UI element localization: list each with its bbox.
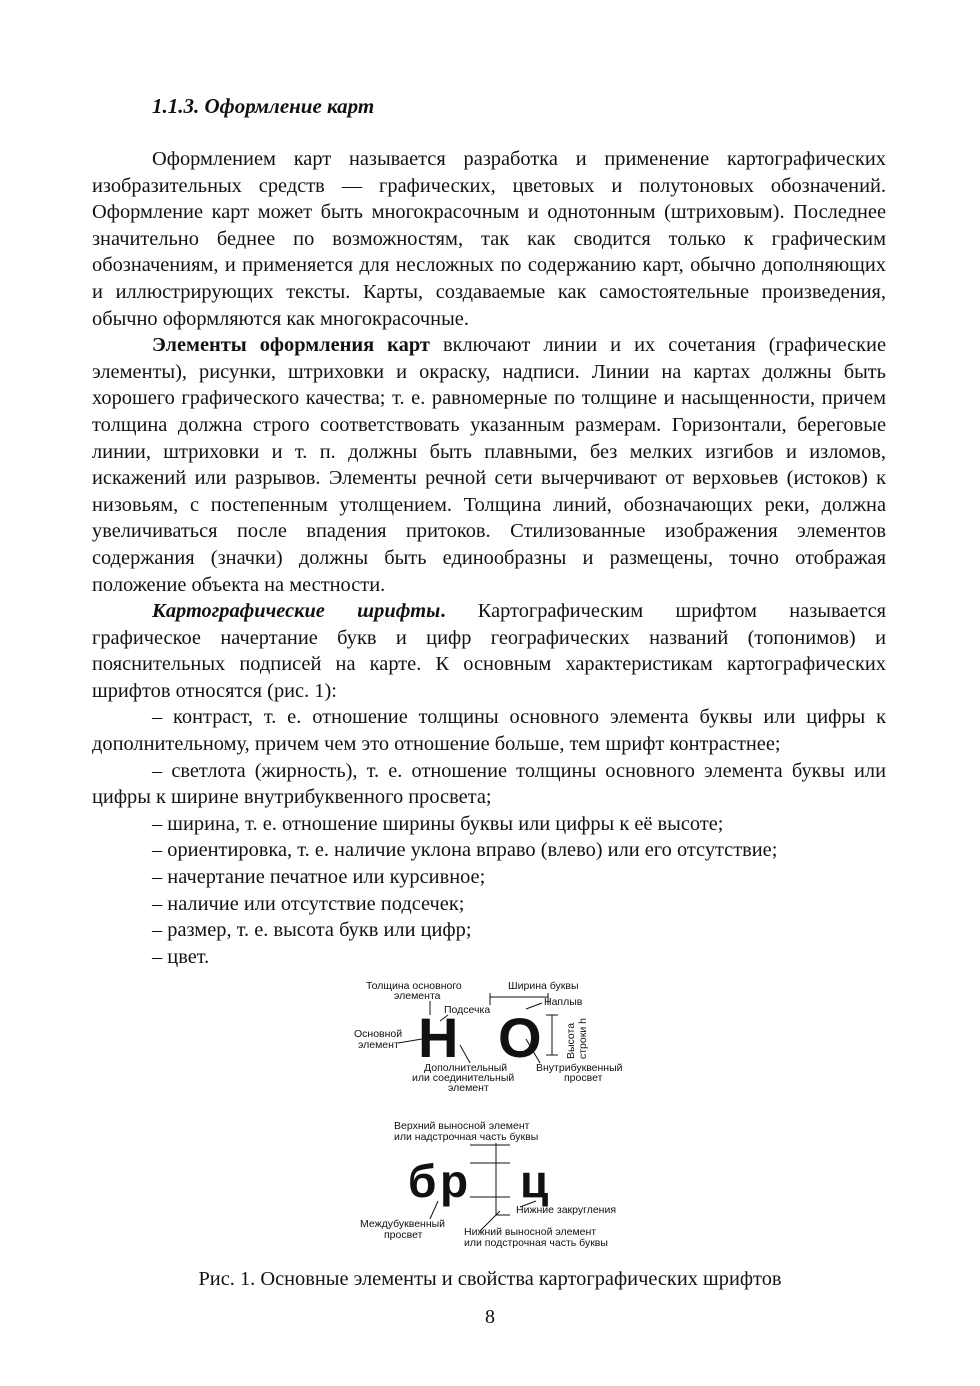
- list-item-size: – размер, т. е. высота букв или цифр;: [152, 919, 472, 942]
- label-additional-3: элемент: [448, 1082, 489, 1094]
- letter-n: Н: [418, 1006, 459, 1069]
- section-heading: 1.1.3. Оформление карт: [152, 94, 375, 118]
- label-ascender-1: Верхний выносной элемент: [394, 1120, 530, 1132]
- paragraph-map-fonts: [92, 598, 886, 704]
- list-item-lightness: – светлота (жирность), т. е. отношение толщины основного элемента буквы или цифры к ширине внутрибуквенного просвета;: [92, 759, 886, 809]
- letter-o: О: [498, 1006, 542, 1069]
- paragraph-map-fonts-text: Картографическим шрифтом называется графическое начертание букв и цифр географических названий (топонимов) и пояснительных подписей на карте. К основным характеристикам картографических шрифтов относятся (рис. 1):: [92, 600, 886, 702]
- term-design-elements: Элементы оформления карт: [152, 334, 430, 357]
- label-thickness-2: элемента: [394, 990, 441, 1002]
- paragraph-design-elements-text: включают линии и их сочетания (графические элементы), рисунки, штриховки и окраску, надписи. Линии на картах должны быть хорошего графического качества; т. е. равномерные по толщине и насыщенности, причем толщина должна строго соответствовать указанным размерам. Горизонтали, береговые линии, штриховки и т. п. должны быть плавными, без мелких изгибов и изломов, искажений или разрывов. Элементы речной сети вычерчивают от верховьев (истоков) к низовьям, с постепенным утолщением. Толщина линий, обозначающих реки, должна увеличиваться после впадения притоков. Стилизованные изображения элементов содержания (значки) должны быть единообразны и размещены, точно отображая положение объекта на местности.: [92, 334, 886, 596]
- letter-r: р: [440, 1155, 469, 1207]
- label-additional-2: или соединительный: [412, 1072, 515, 1084]
- label-height-1: Высота: [565, 1022, 577, 1059]
- font-elements-figure: [340, 975, 640, 1255]
- label-main-2: элемент: [358, 1039, 399, 1051]
- label-main-1: Основной: [354, 1028, 403, 1040]
- label-width: Ширина буквы: [508, 980, 579, 992]
- paragraph-map-design: Оформлением карт называется разработка и применение картографических изобразительных средств — графических, цветовых и полутоновых обозначений. Оформление карт может быть многокрасочным и однотонным (штриховым). Последнее значительно беднее по возможностям, так как сводится только к графическим обозначениям, и применяется для несложных по содержанию карт, обычно дополняющих и иллюстрирующих тексты. Карты, создаваемые как самостоятельные произведения, обычно оформляются как многокрасочные.: [92, 148, 886, 330]
- list-item-width: – ширина, т. е. отношение ширины буквы или цифры к её высоте;: [152, 812, 724, 835]
- letter-ts: ц: [520, 1155, 549, 1207]
- term-map-fonts: Картографические шрифты: [152, 600, 441, 623]
- list-item-serifs: – наличие или отсутствие подсечек;: [152, 892, 465, 915]
- label-interletter-1: Междубуквенный: [360, 1218, 446, 1230]
- list-item-contrast: – контраст, т. е. отношение толщины основного элемента буквы или цифры к дополнительному, причем чем это отношение больше, тем шрифт контрастнее;: [92, 706, 886, 756]
- label-ascender-2: или надстрочная часть буквы: [394, 1131, 539, 1143]
- list-item-orientation: – ориентировка, т. е. наличие уклона вправо (влево) или его отсутствие;: [152, 839, 778, 862]
- list-item-style: – начертание печатное или курсивное;: [152, 866, 486, 889]
- label-interletter-2: просвет: [384, 1229, 423, 1241]
- letter-b: б: [408, 1155, 437, 1207]
- list-item-color: – цвет.: [152, 945, 210, 968]
- label-rounding: Нижние закругления: [516, 1204, 617, 1216]
- label-counter-1: Внутрибуквенный: [536, 1062, 623, 1074]
- label-overshoot: Наплыв: [544, 996, 583, 1008]
- label-serif: Подсечка: [444, 1004, 491, 1016]
- page-number: 8: [485, 1306, 495, 1328]
- label-additional-1: Дополнительный: [424, 1062, 508, 1074]
- body-text: [92, 146, 886, 970]
- label-height-2: строки h: [577, 1018, 589, 1059]
- label-descender-1: Нижний выносной элемент: [464, 1226, 597, 1238]
- label-descender-2: или подстрочная часть буквы: [464, 1237, 608, 1249]
- figure-caption: Рис. 1. Основные элементы и свойства картографических шрифтов: [198, 1268, 782, 1290]
- label-thickness-1: Толщина основного: [366, 980, 462, 992]
- term-map-fonts-dot: .: [440, 600, 446, 623]
- label-counter-2: просвет: [564, 1072, 603, 1084]
- paragraph-design-elements: [92, 332, 886, 598]
- font-elements-diagram: [340, 975, 640, 1255]
